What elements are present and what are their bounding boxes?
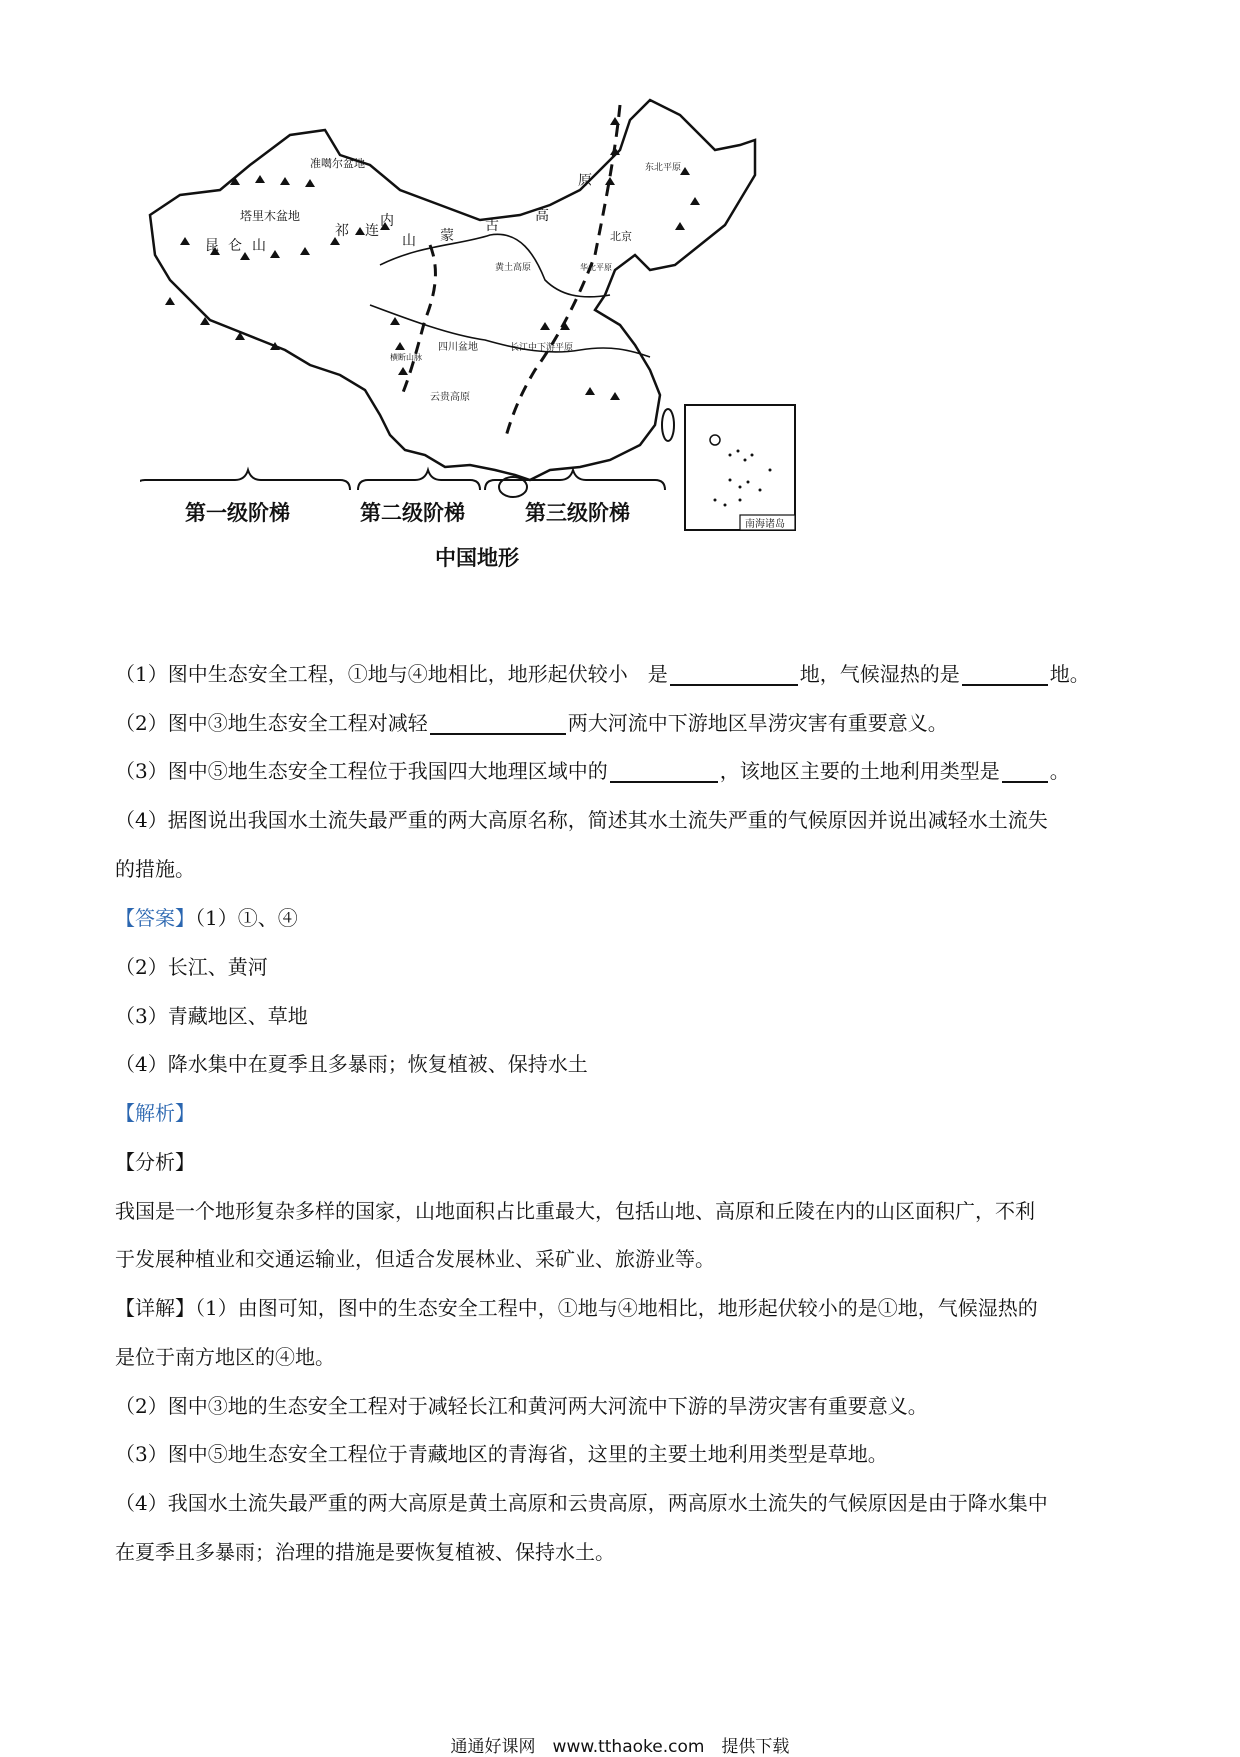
label-neimenggu-2: 蒙 (440, 228, 454, 244)
answer-4: （4）降水集中在夏季且多暴雨；恢复植被、保持水土 (115, 1052, 588, 1076)
step-label-1: 第一级阶梯 (185, 500, 290, 525)
label-beijing: 北京 (610, 230, 632, 243)
question-2 (115, 711, 948, 735)
q3-blank-2[interactable] (1002, 761, 1048, 783)
question-3 (115, 759, 1070, 783)
label-hengduan: 横断山脉 (390, 353, 422, 362)
label-kunlun-1: 昆 (205, 238, 219, 254)
map-figure (140, 95, 900, 640)
label-kunlun-2: 仑 (228, 238, 242, 254)
label-qilian-1: 祁 (335, 223, 349, 239)
q1-blank-1[interactable] (670, 664, 798, 686)
brace-step-1 (140, 470, 350, 490)
q2-suffix: 两大河流中下游地区旱涝灾害有重要意义。 (567, 711, 948, 735)
fenxi-line-1: 我国是一个地形复杂多样的国家，山地面积占比重最大，包括山地、高原和丘陵在内的山区面积广，不利 (115, 1199, 1035, 1223)
label-qilian-2: 连 (365, 223, 379, 239)
step-label-2: 第二级阶梯 (360, 500, 465, 525)
q3-prefix: （3）图中⑤地生态安全工程位于我国四大地理区域中的 (115, 759, 608, 783)
step-boundary-1 (402, 245, 435, 395)
label-yangtze-plain: 长江中下游平原 (510, 343, 574, 353)
label-neimenggu-5: 原 (578, 173, 592, 189)
step-label-3: 第三级阶梯 (525, 500, 630, 525)
fenxi-tag: 【分析】 (115, 1150, 195, 1174)
label-north-china-plain: 华北平原 (580, 263, 612, 272)
china-terrain-map (140, 95, 900, 640)
q2-blank[interactable] (430, 713, 566, 735)
answer-1-text: （1）①、④ (195, 906, 298, 930)
q1-blank-2[interactable] (962, 664, 1048, 686)
detail-1-text: （1）由图可知，图中的生态安全工程中，①地与④地相比，地形起伏较小的是①地，气候湿热的 (195, 1296, 1038, 1320)
q1-prefix: （1）图中生态安全工程，①地与④地相比，地形起伏较小 是 (115, 662, 668, 686)
detail-3: （3）图中⑤地生态安全工程位于青藏地区的青海省，这里的主要土地利用类型是草地。 (115, 1442, 888, 1466)
q3-blank-1[interactable] (610, 761, 718, 783)
detail-2: （2）图中③地的生态安全工程对于减轻长江和黄河两大河流中下游的旱涝灾害有重要意义。 (115, 1394, 928, 1418)
label-qilian-3: 山 (402, 233, 416, 249)
detail-tag: 【详解】 (115, 1296, 195, 1320)
fenxi-line-2: 于发展种植业和交通运输业，但适合发展林业、采矿业、旅游业等。 (115, 1247, 715, 1271)
answer-2: （2）长江、黄河 (115, 955, 268, 979)
label-neimenggu-4: 高 (535, 208, 549, 224)
china-outline (150, 100, 755, 480)
analysis-tag: 【解析】 (115, 1101, 195, 1125)
detail-1-line-1 (115, 1296, 1038, 1320)
detail-4-line-1: （4）我国水土流失最严重的两大高原是黄土高原和云贵高原，两高原水土流失的气候原因是由于降水集中 (115, 1491, 1048, 1515)
inset-islands (710, 435, 772, 507)
taiwan-island (662, 409, 674, 441)
mountain-marks (165, 117, 700, 400)
q3-mid: ，该地区主要的土地利用类型是 (719, 759, 1000, 783)
label-junggar-basin: 准噶尔盆地 (310, 157, 365, 170)
detail-1-line-2: 是位于南方地区的④地。 (115, 1345, 335, 1369)
label-yunnan-guizhou: 云贵高原 (430, 392, 470, 403)
place-labels (205, 156, 681, 403)
q3-suffix: 。 (1049, 759, 1070, 783)
south-china-sea-inset (685, 405, 795, 530)
q1-suffix: 地。 (1049, 662, 1090, 686)
detail-4-line-2: 在夏季且多暴雨；治理的措施是要恢复植被、保持水土。 (115, 1540, 615, 1564)
inset-label: 南海诸岛 (745, 519, 785, 530)
label-sichuan-basin: 四川盆地 (438, 342, 478, 353)
label-neimenggu-3: 古 (485, 218, 499, 234)
label-kunlun-3: 山 (252, 238, 266, 254)
map-caption: 中国地形 (435, 545, 519, 570)
answer-3: （3）青藏地区、草地 (115, 1004, 308, 1028)
page-footer: 通通好课网 www.tthaoke.com 提供下载 (450, 1737, 790, 1757)
question-1 (115, 662, 1090, 686)
brace-step-2 (358, 470, 480, 490)
label-loess-plateau: 黄土高原 (495, 263, 532, 273)
answer-tag: 【答案】 (115, 906, 195, 930)
q2-prefix: （2）图中③地生态安全工程对减轻 (115, 711, 428, 735)
q1-mid: 地，气候湿热的是 (799, 662, 960, 686)
label-northeast-plain: 东北平原 (645, 163, 682, 173)
label-tarim-basin: 塔里木盆地 (240, 209, 301, 223)
answer-1 (115, 906, 298, 930)
question-4-line-1: （4）据图说出我国水土流失最严重的两大高原名称，简述其水土流失严重的气候原因并说出减轻水土流失 (115, 808, 1048, 832)
label-neimenggu-1: 内 (380, 213, 394, 229)
question-4-line-2: 的措施。 (115, 857, 195, 881)
